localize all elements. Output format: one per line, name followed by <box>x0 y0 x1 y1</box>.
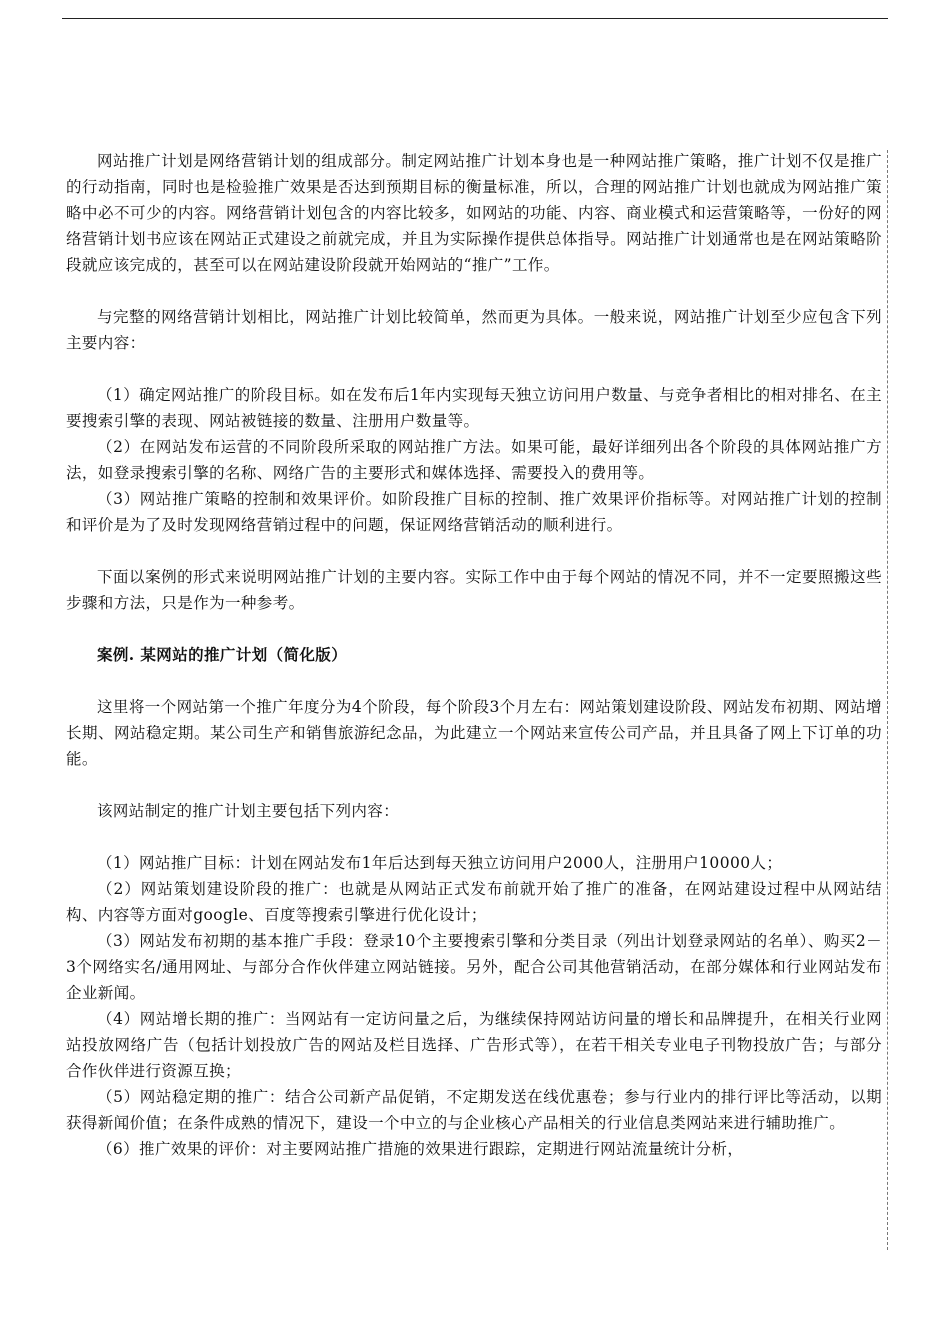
case-list-item-5: （5）网站稳定期的推广：结合公司新产品促销，不定期发送在线优惠卷；参与行业内的排行评比等活动，以期获得新闻价值；在条件成熟的情况下，建设一个中立的与企业核心产品相关的行业信息类网站来进行辅助推广。 <box>66 1088 882 1132</box>
case-heading: 案例. 某网站的推广计划（简化版） <box>97 645 348 664</box>
list-item-2: （2）在网站发布运营的不同阶段所采取的网站推广方法。如果可能，最好详细列出各个阶段的具体网站推广方法，如登录搜索引擎的名称、网络广告的主要形式和媒体选择、需要投入的费用等。 <box>66 438 882 482</box>
case-list-item-6: （6）推广效果的评价：对主要网站推广措施的效果进行跟踪，定期进行网站流量统计分析， <box>97 1140 744 1158</box>
case-list-item-2: （2）网站策划建设阶段的推广：也就是从网站正式发布前就开始了推广的准备，在网站建设过程中从网站结构、内容等方面对google、百度等搜索引擎进行优化设计； <box>66 880 882 924</box>
case-intro-paragraph: 下面以案例的形式来说明网站推广计划的主要内容。实际工作中由于每个网站的情况不同，并不一定要照搬这些步骤和方法，只是作为一种参考。 <box>66 568 882 612</box>
intro-paragraph-1: 网站推广计划是网络营销计划的组成部分。制定网站推广计划本身也是一种网站推广策略，推广计划不仅是推广的行动指南，同时也是检验推广效果是否达到预期目标的衡量标准，所以，合理的网站推广计划也就成为网站推广策略中必不可少的内容。网络营销计划包含的内容比较多，如网站的功能、内容、商业模式和运营策略等，一份好的网络营销计划书应该在网站正式建设之前就完成，并且为实际操作提供总体指导。网站推广计划通常也是在网站策略阶段就应该完成的，甚至可以在网站建设阶段就开始网站的“推广”工作。 <box>66 152 882 274</box>
case-list-item-3: （3）网站发布初期的基本推广手段：登录10个主要搜索引擎和分类目录（列出计划登录网站的名单）、购买2－3个网络实名/通用网址、与部分合作伙伴建立网站链接。另外，配合公司其他营销活动，在部分媒体和行业网站发布企业新闻。 <box>66 932 882 1002</box>
case-list-item-4: （4）网站增长期的推广：当网站有一定访问量之后，为继续保持网站访问量的增长和品牌提升，在相关行业网站投放网络广告（包括计划投放广告的网站及栏目选择、广告形式等），在若干相关专业电子刊物投放广告；与部分合作伙伴进行资源互换； <box>66 1010 882 1080</box>
header-rule <box>62 18 888 19</box>
case-list-item-1: （1）网站推广目标：计划在网站发布1年后达到每天独立访问用户2000人，注册用户10000人； <box>97 854 783 872</box>
intro-paragraph-2: 与完整的网络营销计划相比，网站推广计划比较简单，然而更为具体。一般来说，网站推广计划至少应包含下列主要内容： <box>66 308 882 352</box>
list-item-3: （3）网站推广策略的控制和效果评价。如阶段推广目标的控制、推广效果评价指标等。对网站推广计划的控制和评价是为了及时发现网络营销过程中的问题，保证网络营销活动的顺利进行。 <box>66 490 882 534</box>
case-paragraph-2: 该网站制定的推广计划主要包括下列内容： <box>97 802 400 820</box>
document-body <box>66 148 882 1162</box>
list-item-1: （1）确定网站推广的阶段目标。如在发布后1年内实现每天独立访问用户数量、与竞争者相比的相对排名、在主要搜索引擎的表现、网站被链接的数量、注册用户数量等。 <box>66 386 882 430</box>
margin-rule <box>887 150 888 1250</box>
case-paragraph-1: 这里将一个网站第一个推广年度分为4个阶段，每个阶段3个月左右：网站策划建设阶段、网站发布初期、网站增长期、网站稳定期。某公司生产和销售旅游纪念品，为此建立一个网站来宣传公司产品，并且具备了网上下订单的功能。 <box>66 698 882 768</box>
